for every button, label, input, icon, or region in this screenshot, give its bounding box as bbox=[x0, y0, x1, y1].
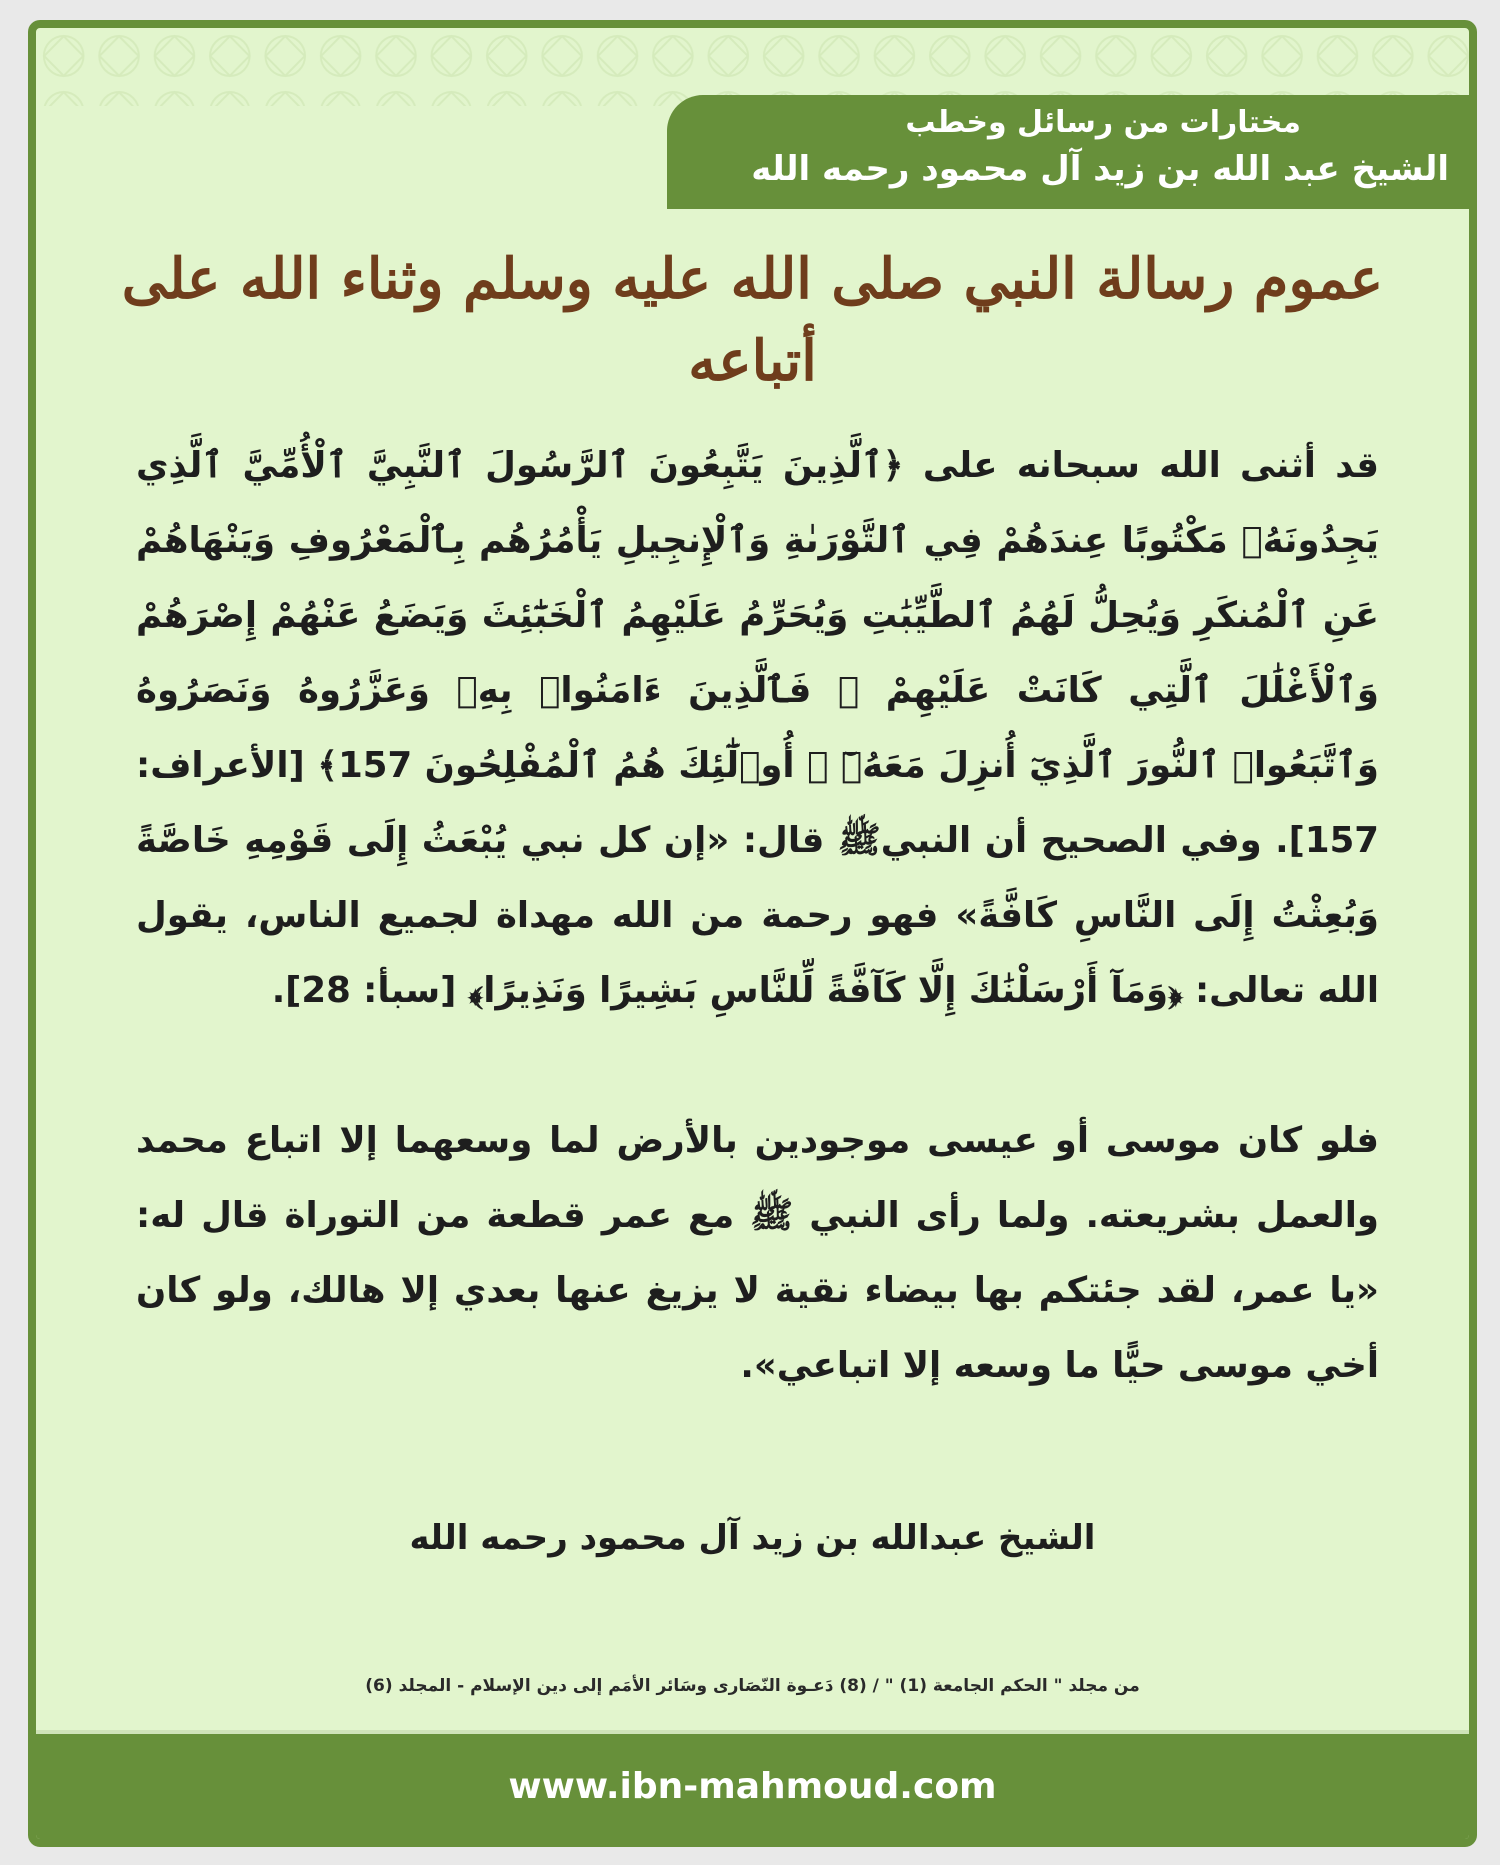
footer-bar bbox=[36, 1734, 1469, 1839]
page-frame bbox=[28, 20, 1477, 1847]
header-series-title: مختارات من رسائل وخطب bbox=[905, 105, 1301, 140]
website-link[interactable]: www.ibn-mahmoud.com bbox=[508, 1766, 997, 1807]
article-body bbox=[136, 428, 1379, 1403]
header-author-name: الشيخ عبد الله بن زيد آل محمود رحمه الله bbox=[751, 149, 1449, 189]
source-citation: من مجلد " الحكم الجامعة (1) " / (8) دَعـوة النّصَارى وسَائر الأمَم إلى دين الإسلام - المجلد (6) bbox=[365, 1676, 1140, 1696]
article-title: عموم رسالة النبي صلى الله عليه وسلم وثناء الله على أتباعه bbox=[121, 246, 1384, 394]
paragraph-2: فلو كان موسى أو عيسى موجودين بالأرض لما وسعهما إلا اتباع محمد والعمل بشريعته. ولما رأى النبي ﷺ مع عمر قطعة من التوراة قال له: «يا عمر، لقد جئتكم بها بيضاء نقية لا يزيغ عنها بعدي إلا هالك، ولو كان أخي موسى حيًّا ما وسعه إلا اتباعي». bbox=[136, 1120, 1379, 1386]
signature: الشيخ عبدالله بن زيد آل محمود رحمه الله bbox=[409, 1518, 1096, 1558]
paragraph-1: قد أثنى الله سبحانه على ﴿ٱلَّذِينَ يَتَّبِعُونَ ٱلرَّسُولَ ٱلنَّبِيَّ ٱلْأُمِّيَّ ٱلَّذِي يَجِدُونَهُۥ مَكْتُوبًا عِندَهُمْ فِي ٱلتَّوْرَىٰةِ وَٱلْإِنجِيلِ يَأْمُرُهُم بِٱلْمَعْرُوفِ وَيَنْهَاهُمْ عَنِ ٱلْمُنكَرِ وَيُحِلُّ لَهُمُ ٱلطَّيِّبَٰتِ وَيُحَرِّمُ عَلَيْهِمُ ٱلْخَبَٰٓئِثَ وَيَضَعُ عَنْهُمْ إِصْرَهُمْ وَٱلْأَغْلَٰلَ ٱلَّتِي كَانَتْ عَلَيْهِمْ ۚ فَٱلَّذِينَ ءَامَنُوا۟ بِهِۦ وَعَزَّرُوهُ وَنَصَرُوهُ وَٱتَّبَعُوا۟ ٱلنُّورَ ٱلَّذِيٓ أُنزِلَ مَعَهُۥٓ ۙ أُو۟لَٰٓئِكَ هُمُ ٱلْمُفْلِحُونَ 157﴾ [الأعراف: 157]. وفي الصحيح أن النبيﷺ قال: «إن كل نبي يُبْعَثُ إِلَى قَوْمِهِ خَاصَّةً وَبُعِثْتُ إِلَى النَّاسِ كَافَّةً» فهو رحمة من الله مهداة لجميع الناس، يقول الله تعالى: ﴿وَمَآ أَرْسَلْنَٰكَ إِلَّا كَآفَّةً لِّلنَّاسِ بَشِيرًا وَنَذِيرًا﴾ [سبأ: 28]. bbox=[136, 445, 1379, 1011]
header-band bbox=[667, 95, 1469, 209]
